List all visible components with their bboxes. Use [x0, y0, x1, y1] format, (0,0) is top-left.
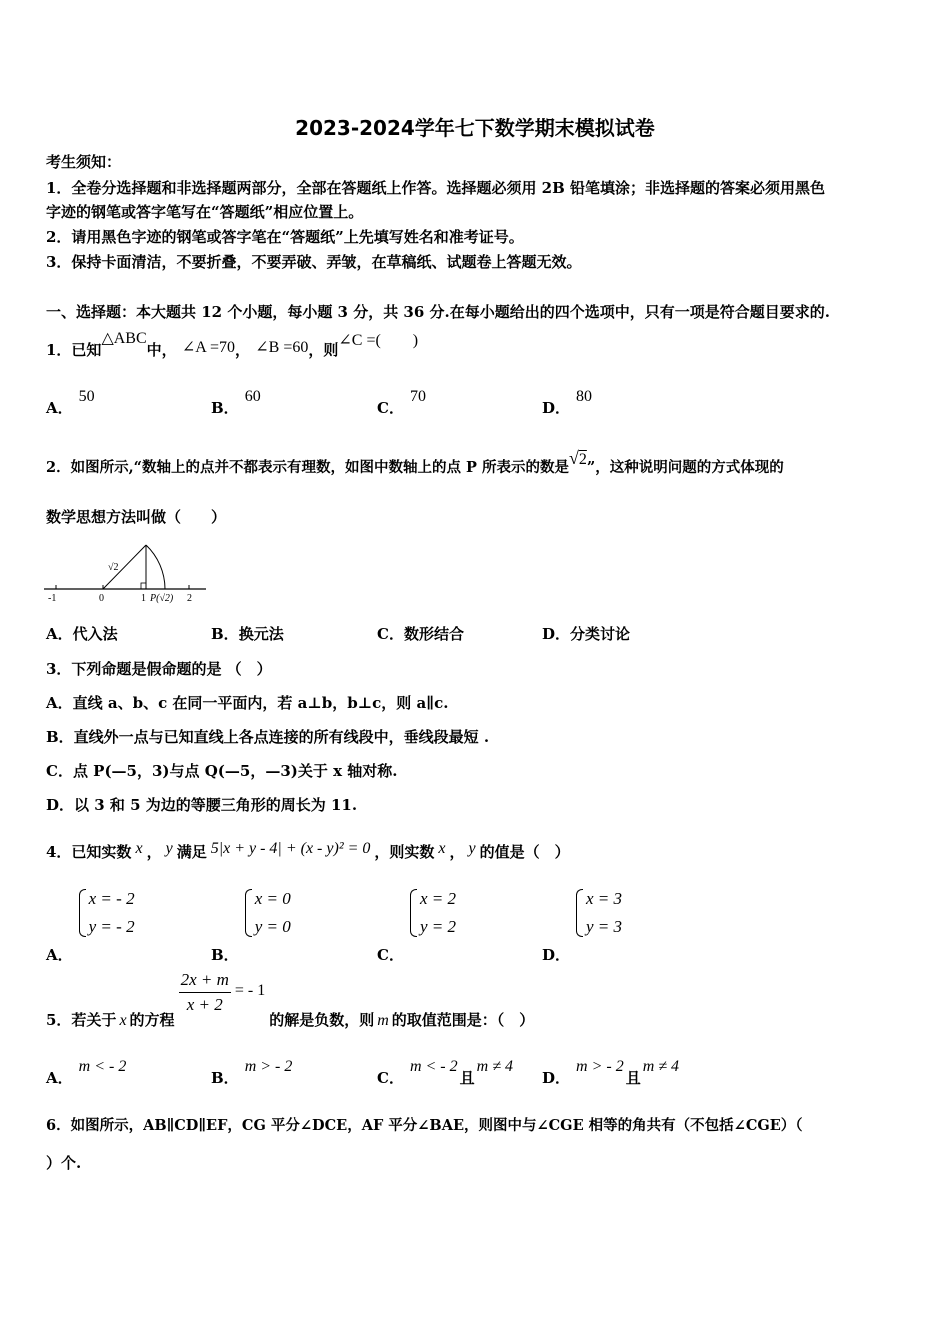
q1-prefix: 1．已知 [46, 341, 102, 359]
notice-line: 1．全卷分选择题和非选择题两部分，全部在答题纸上作答。选择题必须用 2B 铅笔填涂；非选择题的答案必须用黑色 [46, 179, 826, 197]
sqrt-value: 2 [578, 451, 587, 468]
option-label: A． [46, 399, 73, 417]
q5-prefix: 5．若关于 [46, 1010, 117, 1029]
q4-suffix: 的值是（ ） [479, 843, 570, 861]
option-value: 70 [409, 388, 426, 405]
option-value: 60 [244, 388, 261, 405]
tick-label: -1 [48, 593, 57, 604]
fraction [179, 970, 231, 1015]
q4-mid: 满足 [176, 843, 207, 861]
var-y: y [468, 840, 476, 857]
notice-line: 2．请用黑色字迹的钢笔或答字笔在“答题纸”上先填写姓名和准考证号。 [46, 228, 524, 246]
option-expr: m < - 2 [78, 1058, 127, 1075]
option-label: A． [46, 1069, 73, 1087]
option-expr: m > - 2 [244, 1058, 293, 1075]
q4-then: ，则实数 [374, 843, 435, 861]
q4-prefix: 4．已知实数 [46, 843, 132, 861]
option-c [377, 388, 426, 419]
q2-text-b: ”，这种说明问题的方式体现的 [586, 459, 784, 476]
option-label: D． [542, 625, 571, 643]
notice-heading: 考生须知： [46, 153, 122, 171]
option-label: C． [377, 1069, 404, 1087]
q1-angle-b: ∠B =60 [255, 339, 309, 356]
system-line: y = 3 [586, 917, 623, 936]
option-label: D． [542, 1069, 571, 1087]
option-b [211, 624, 284, 644]
option-and: 且 [459, 1069, 475, 1087]
question-2-stem [46, 448, 784, 478]
q5-rhs: = - 1 [234, 981, 266, 999]
option-a [46, 1058, 127, 1089]
q1-sep: ， [235, 341, 251, 359]
option-c: C．点 P(—5，3)与点 Q(—5，—3)关于 x 轴对称. [46, 762, 398, 780]
option-text: 代入法 [72, 625, 118, 643]
sqrt-symbol: √ [568, 448, 579, 468]
question-1-stem [46, 330, 419, 361]
option-expr: m < - 2 [409, 1058, 458, 1075]
system-line: x = 2 [419, 889, 456, 908]
option-b [211, 1058, 293, 1089]
tick-label: 2 [187, 593, 192, 604]
q1-triangle: △ABC [101, 330, 147, 347]
option-label: D． [542, 946, 571, 964]
option-label: A． [46, 625, 73, 643]
option-d [542, 885, 623, 964]
point-p-label: P(√2) [150, 593, 174, 604]
q2-text-a: 2．如图所示,“数轴上的点并不都表示有理数，如图中数轴上的点 P 所表示的数是 [46, 459, 569, 476]
question-6-stem-line2: ）个. [46, 1154, 82, 1172]
question-4-stem [46, 842, 570, 863]
option-label: B． [211, 1069, 239, 1087]
option-c [377, 885, 456, 964]
option-label: C． [377, 946, 404, 964]
q4-equation: 5|x + y - 4| + (x - y)² = 0 [210, 840, 371, 857]
option-d: D．以 3 和 5 为边的等腰三角形的周长为 11. [46, 796, 358, 814]
question-3-stem: 3．下列命题是假命题的是 （ ） [46, 660, 272, 678]
fraction-denominator: x + 2 [186, 995, 223, 1014]
equation-system [410, 885, 456, 941]
option-d [542, 388, 593, 419]
notice-line: 字迹的钢笔或答字笔写在“答题纸”相应位置上。 [46, 203, 364, 221]
question-2-stem-line2: 数学思想方法叫做（ ） [46, 508, 227, 526]
option-a [46, 624, 118, 644]
option-text: 数形结合 [403, 625, 464, 643]
question-6-stem: 6．如图所示，AB∥CD∥EF，CG 平分∠DCE，AF 平分∠BAE，则图中与∠CGE 相等的角共有（不包括∠CGE）（ [46, 1117, 803, 1134]
option-label: D． [542, 399, 571, 417]
option-label: B． [211, 399, 239, 417]
q1-mid: 中， [146, 341, 177, 359]
notice-line: 3．保持卡面清洁，不要折叠，不要弄破、弄皱，在草稿纸、试题卷上答题无效。 [46, 253, 582, 271]
option-a [46, 885, 135, 964]
option-b [211, 885, 291, 964]
option-a [46, 388, 95, 419]
option-extra: m ≠ 4 [476, 1058, 513, 1075]
option-text: 换元法 [238, 625, 284, 643]
option-label: B． [211, 946, 239, 964]
page-title: 2023-2024学年七下数学期末模拟试卷 [295, 116, 655, 140]
equation-system [245, 885, 291, 941]
option-and: 且 [625, 1069, 641, 1087]
option-c [377, 1058, 513, 1089]
var-x: x [438, 840, 446, 857]
fraction-numerator: 2x + m [179, 970, 231, 993]
q4-comma: ， [449, 843, 465, 861]
option-b: B．直线外一点与已知直线上各点连接的所有线段中，垂线段最短 . [46, 728, 490, 746]
option-extra: m ≠ 4 [642, 1058, 680, 1075]
option-c [377, 624, 464, 644]
q1-angle-c: ∠C =( ) [338, 332, 419, 349]
q5-then: 的解是负数，则 [269, 1010, 375, 1029]
var-y: y [165, 840, 173, 857]
system-line: y = 0 [254, 917, 291, 936]
arc [146, 545, 165, 589]
option-value: 80 [576, 388, 593, 405]
option-label: A． [46, 946, 73, 964]
option-d [542, 1058, 680, 1089]
option-d [542, 624, 630, 644]
system-line: y = - 2 [88, 917, 135, 936]
section-heading: 一、选择题：本大题共 12 个小题，每小题 3 分，共 36 分.在每小题给出的四个选项中，只有一项是符合题目要求的. [46, 303, 830, 321]
var-m: m [377, 1011, 389, 1029]
equation-system [79, 885, 135, 941]
system-line: y = 2 [419, 917, 456, 936]
system-line: x = 3 [586, 889, 623, 908]
q5-mid: 的方程 [129, 1010, 175, 1029]
system-line: x = 0 [254, 889, 291, 908]
var-x: x [135, 840, 143, 857]
diag-label: √2 [108, 562, 119, 573]
equation-system [576, 885, 622, 941]
question-5-stem [46, 970, 535, 1029]
option-a: A．直线 a、b、c 在同一平面内，若 a⊥b，b⊥c，则 a∥c. [46, 694, 449, 712]
right-angle-mark [141, 583, 146, 589]
q1-then: ，则 [308, 341, 339, 359]
system-line: x = - 2 [88, 889, 135, 908]
option-value: 50 [78, 388, 95, 405]
tick-label: 1 [141, 593, 146, 604]
q1-angle-a: ∠A =70 [181, 339, 235, 356]
var-x: x [119, 1011, 127, 1029]
option-label: B． [211, 625, 239, 643]
number-line-figure [44, 540, 210, 608]
q4-comma: ， [146, 843, 162, 861]
option-label: C． [377, 625, 404, 643]
option-expr: m > - 2 [576, 1058, 624, 1075]
option-text: 分类讨论 [570, 625, 631, 643]
option-label: C． [377, 399, 404, 417]
option-b [211, 388, 261, 419]
tick-label: 0 [99, 593, 104, 604]
q5-suffix: 的取值范围是：（ ） [391, 1010, 535, 1029]
